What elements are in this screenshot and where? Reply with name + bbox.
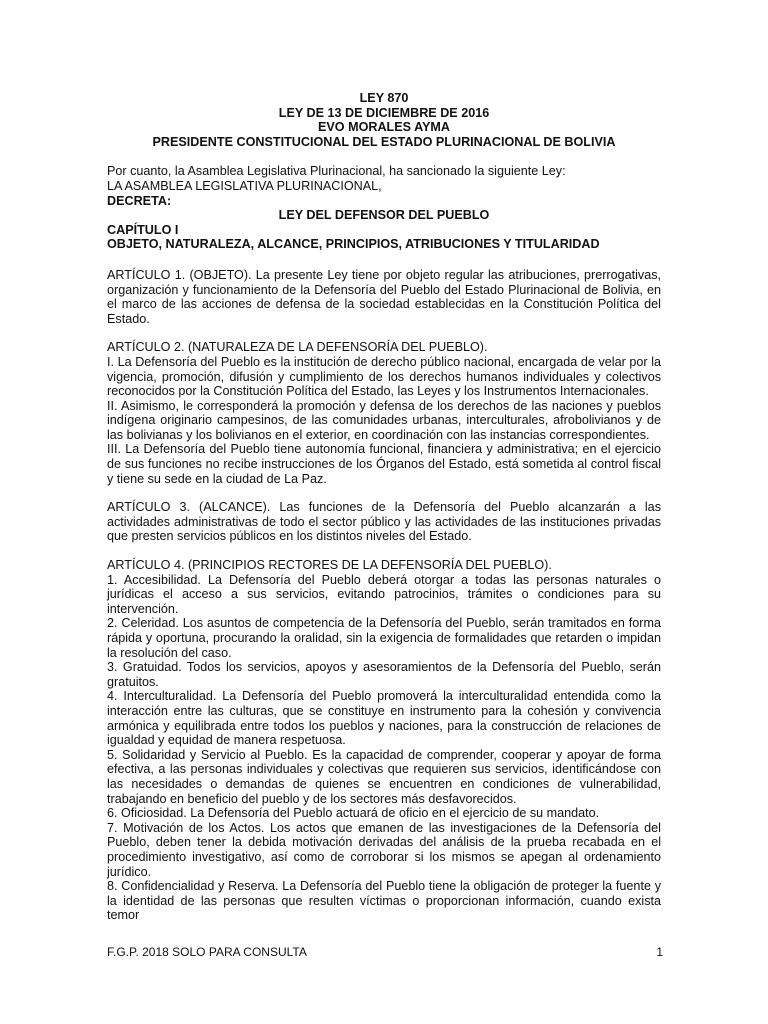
article-2-paragraph-2: II. Asimismo, le corresponderá la promoción y defensa de los derechos de las naciones y pueblos indígena originario campesinos, de las comunidades urbanas, interculturales, afrobolivianos y de las bolivianas y los bolivianos en el exterior, en coordinación con las instancias correspondientes. bbox=[107, 398, 661, 442]
page-number: 1 bbox=[656, 945, 663, 959]
principle-item: 1. Accesibilidad. La Defensoría del Pueblo deberá otorgar a todas las personas naturales o jurídicas el acceso a sus servicios, evitando patrocinios, trámites o condiciones para su intervención. bbox=[107, 572, 661, 616]
intro-block bbox=[107, 164, 661, 252]
article-2-paragraph-3: III. La Defensoría del Pueblo tiene autonomía funcional, financiera y administrativa; en el ejercicio de sus funciones no recibe instrucciones de los Órganos del Estado, está sometida al control fiscal y tiene su sede en la ciudad de La Paz. bbox=[107, 442, 661, 486]
por-cuanto-text: Por cuanto, la Asamblea Legislativa Plurinacional, ha sancionado la siguiente Ley: bbox=[107, 164, 566, 179]
chapter-title: OBJETO, NATURALEZA, ALCANCE, PRINCIPIOS, ATRIBUCIONES Y TITULARIDAD bbox=[107, 237, 600, 252]
article-2-paragraph-1: I. La Defensoría del Pueblo es la institución de derecho público nacional, encargada de velar por la vigencia, promoción, difusión y cumplimiento de los derechos humanos individuales y colectivos reconocidos por la Constitución Política del Estado, las Leyes y los Instrumentos Internacionales. bbox=[107, 354, 661, 399]
law-title: LEY DEL DEFENSOR DEL PUEBLO bbox=[278, 208, 490, 223]
principle-item: 6. Oficiosidad. La Defensoría del Pueblo actuará de oficio en el ejercicio de su mandato. bbox=[107, 806, 600, 821]
article-1: ARTÍCULO 1. (OBJETO). La presente Ley tiene por objeto regular las atribuciones, prerrogativas, organización y funcionamiento de la Defensoría del Pueblo del Estado Plurinacional de Bolivia, en el marco de las acciones de defensa de la sociedad establecidas en la Constitución Política del Estado. bbox=[107, 267, 661, 326]
footer-note: F.G.P. 2018 SOLO PARA CONSULTA bbox=[107, 945, 307, 959]
asamblea-text: LA ASAMBLEA LEGISLATIVA PLURINACIONAL, bbox=[107, 178, 382, 193]
article-2 bbox=[107, 340, 661, 486]
law-date: LEY DE 13 DE DICIEMBRE DE 2016 bbox=[278, 105, 490, 120]
principle-item: 4. Interculturalidad. La Defensoría del Pueblo promoverá la interculturalidad entendida como la interacción entre las culturas, que se constituye en instrumento para la cohesión y convivencia armónica y equilibrada entre todos los pueblos y naciones, para la construcción de relaciones de igualdad y equidad de manera respetuosa. bbox=[107, 689, 661, 748]
president-title: PRESIDENTE CONSTITUCIONAL DEL ESTADO PLURINACIONAL DE BOLIVIA bbox=[152, 134, 616, 149]
document-body bbox=[107, 91, 661, 923]
law-number: LEY 870 bbox=[359, 91, 409, 105]
page-footer bbox=[107, 945, 663, 960]
decreta-text: DECRETA: bbox=[107, 193, 172, 208]
article-3: ARTÍCULO 3. (ALCANCE). Las funciones de la Defensoría del Pueblo alcanzarán a las actividades administrativas de todo el sector público y las actividades de las instituciones privadas que presten servicios públicos en los distintos niveles del Estado. bbox=[107, 500, 661, 544]
law-header bbox=[107, 91, 661, 149]
principle-item: 5. Solidaridad y Servicio al Pueblo. Es la capacidad de comprender, cooperar y apoyar de forma efectiva, a las personas individuales y colectivas que requieren sus servicios, identificándose con las necesidades o demandas de quienes se encuentren en condiciones de vulnerabilidad, trabajando en beneficio del pueblo y de los sectores más desfavorecidos. bbox=[107, 747, 661, 806]
principle-item: 7. Motivación de los Actos. Los actos que emanen de las investigaciones de la Defensoría del Pueblo, deben tener la debida motivación derivadas del análisis de la prueba recabada en el procedimiento investigativo, así como de corroborar si los mismos se apegan al ordenamiento jurídico. bbox=[107, 820, 661, 879]
chapter-label: CAPÍTULO I bbox=[107, 222, 179, 237]
principle-item: 3. Gratuidad. Todos los servicios, apoyos y asesoramientos de la Defensoría del Pueblo, serán gratuitos. bbox=[107, 660, 661, 689]
article-4 bbox=[107, 558, 661, 923]
president-name: EVO MORALES AYMA bbox=[317, 120, 451, 135]
principle-item: 2. Celeridad. Los asuntos de competencia de la Defensoría del Pueblo, serán tramitados en forma rápida y oportuna, procurando la oralidad, sin la exigencia de formalidades que retarden o impidan la resolución del caso. bbox=[107, 616, 661, 660]
principle-item: 8. Confidencialidad y Reserva. La Defensoría del Pueblo tiene la obligación de proteger la fuente y la identidad de las personas que resulten víctimas o proporcionan información, cuando exista temor bbox=[107, 879, 661, 923]
article-4-heading: ARTÍCULO 4. (PRINCIPIOS RECTORES DE LA DEFENSORÍA DEL PUEBLO). bbox=[107, 558, 552, 573]
article-2-heading: ARTÍCULO 2. (NATURALEZA DE LA DEFENSORÍA DEL PUEBLO). bbox=[107, 340, 488, 355]
